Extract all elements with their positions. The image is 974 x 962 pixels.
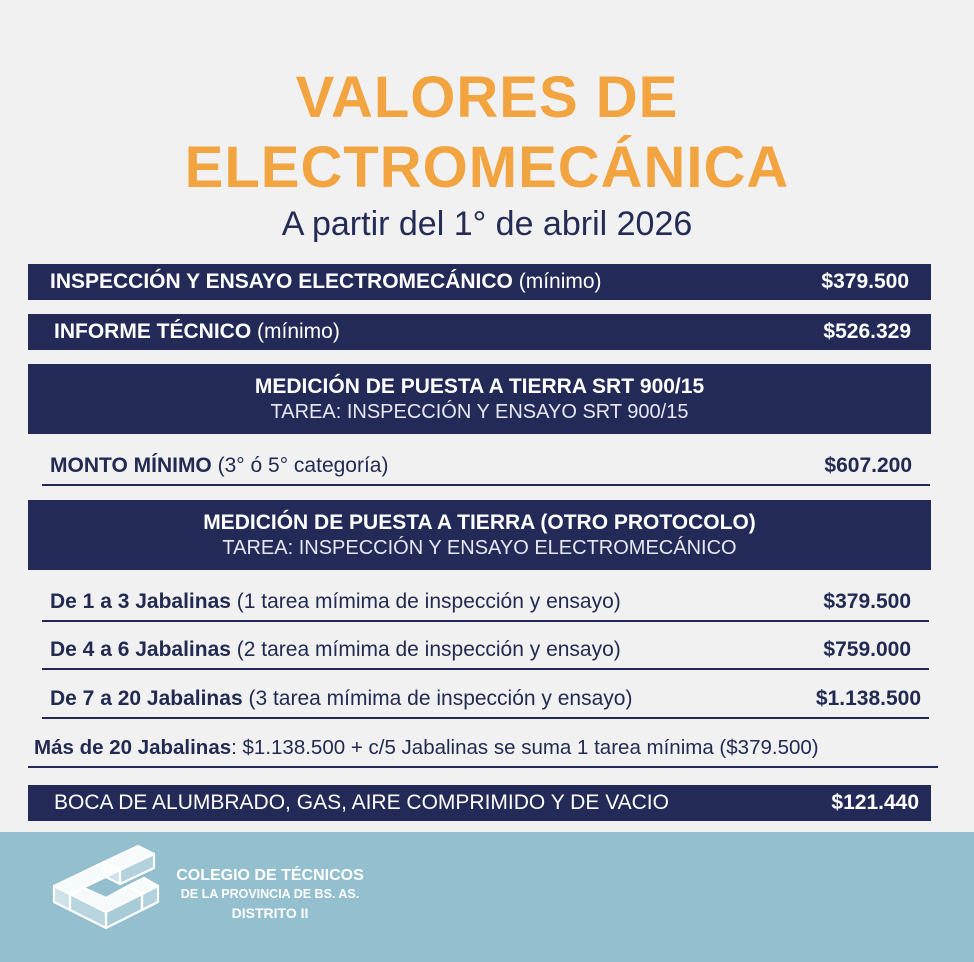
page-subtitle: A partir del 1° de abril 2026 [281, 205, 693, 243]
org-line1: COLEGIO DE TÉCNICOS [176, 867, 364, 884]
monto-minimo-row [42, 446, 930, 486]
boca-label: BOCA DE ALUMBRADO, GAS, AIRE COMPRIMIDO Y DE VACIO [54, 791, 669, 814]
boca-bar [28, 785, 931, 821]
jabalinas-mas-20-row [28, 726, 938, 768]
jabalinas-4-6-row [42, 630, 929, 670]
informe-bar [28, 314, 931, 350]
jabalinas-7-20-row [42, 678, 929, 719]
org-line2: DE LA PROVINCIA DE BS. AS. [180, 887, 360, 901]
section-otro-header [28, 500, 931, 570]
jabalinas-7-20-label: De 7 a 20 Jabalinas (3 tarea mímima de inspección y ensayo) [50, 687, 633, 710]
informe-label: INFORME TÉCNICO (mínimo) [54, 320, 340, 343]
jabalinas-4-6-price: $759.000 [823, 638, 911, 661]
informe-price: $526.329 [823, 320, 911, 343]
section-srt-header [28, 364, 931, 434]
footer-band [0, 832, 974, 962]
jabalinas-mas-20-label: Más de 20 Jabalinas: $1.138.500 + c/5 Jabalinas se suma 1 tarea mínima ($379.500) [34, 736, 819, 759]
org-name [174, 866, 366, 923]
jabalinas-7-20-price: $1.138.500 [815, 687, 921, 710]
section-otro-sub: TAREA: INSPECCIÓN Y ENSAYO ELECTROMECÁNICO [222, 537, 737, 559]
page-title-line1: VALORES DE [295, 65, 679, 130]
section-srt-sub: TAREA: INSPECCIÓN Y ENSAYO SRT 900/15 [270, 401, 689, 423]
section-otro-heading: MEDICIÓN DE PUESTA A TIERRA (OTRO PROTOCOLO) [203, 511, 756, 534]
jabalinas-1-3-label: De 1 a 3 Jabalinas (1 tarea mímima de inspección y ensayo) [50, 590, 621, 613]
inspeccion-price: $379.500 [821, 270, 909, 293]
jabalinas-1-3-row [42, 582, 929, 622]
monto-minimo-label: MONTO MÍNIMO (3° ó 5° categoría) [50, 454, 389, 477]
monto-minimo-price: $607.200 [824, 454, 912, 477]
page-title-line2: ELECTROMECÁNICA [184, 135, 790, 200]
section-srt-heading: MEDICIÓN DE PUESTA A TIERRA SRT 900/15 [254, 375, 705, 398]
jabalinas-1-3-price: $379.500 [823, 590, 911, 613]
jabalinas-4-6-label: De 4 a 6 Jabalinas (2 tarea mímima de inspección y ensayo) [50, 638, 621, 661]
colegio-tecnicos-logo-icon [46, 844, 168, 949]
org-line3: DISTRITO II [231, 905, 309, 921]
inspeccion-bar [28, 264, 931, 300]
inspeccion-label: INSPECCIÓN Y ENSAYO ELECTROMECÁNICO (mínimo) [50, 270, 602, 293]
boca-price: $121.440 [831, 791, 919, 814]
